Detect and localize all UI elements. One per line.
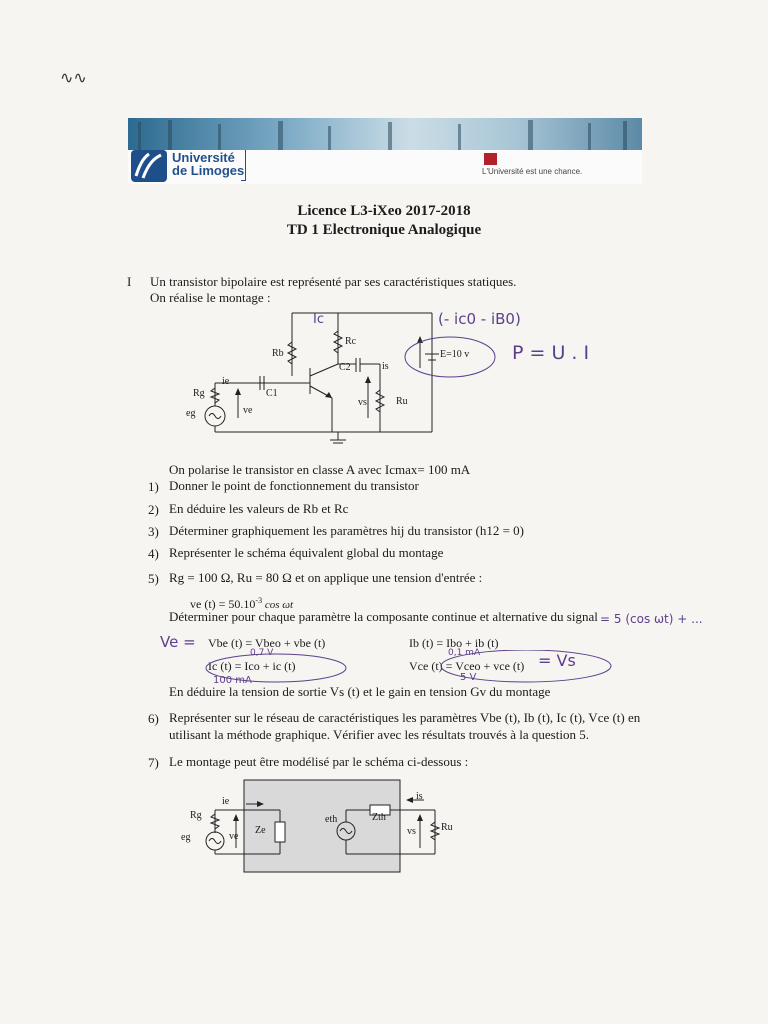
handwritten-current-note: (- ic0 - iB0) xyxy=(438,310,521,328)
label2-ie: ie xyxy=(222,796,230,807)
ib-formula: Ib (t) = Ibo + ib (t) xyxy=(409,636,499,650)
intro-line-1: Un transistor bipolaire est représenté par ses caractéristiques statiques. xyxy=(150,274,517,289)
handwritten-vce-value: 5 V xyxy=(460,672,477,683)
handwritten-ic-value: 100 mA xyxy=(213,675,252,686)
university-tagline: L'Université est une chance. xyxy=(482,167,583,176)
label2-rg: Rg xyxy=(190,810,202,821)
university-logo-icon xyxy=(131,150,167,182)
vce-formula: Vce (t) = Vceo + vce (t) xyxy=(409,659,525,673)
label2-vs: vs xyxy=(407,826,416,837)
label-rg: Rg xyxy=(193,388,205,399)
label-is: is xyxy=(382,361,389,372)
label-c2: C2 xyxy=(339,362,351,373)
ve-formula-exponent: -3 xyxy=(255,596,263,605)
label-ie: ie xyxy=(222,376,230,387)
question-1-text: Donner le point de fonctionnement du transistor xyxy=(169,478,419,493)
red-square-icon xyxy=(484,153,497,165)
label-ve: ve xyxy=(243,405,253,416)
handwritten-vs-eq: = Vs xyxy=(538,651,576,670)
handwritten-vbe-value: 0,7 V xyxy=(250,648,274,658)
label-rc: Rc xyxy=(345,336,357,347)
document-subtitle: TD 1 Electronique Analogique xyxy=(286,222,482,238)
question-4-text: Représenter le schéma équivalent global du montage xyxy=(169,545,444,560)
logo-bracket xyxy=(241,150,246,181)
label2-ve: ve xyxy=(229,831,239,842)
handwritten-right-note: = 5 (cos ωt) + ... xyxy=(600,612,703,626)
deduce-line: En déduire la tension de sortie Vs (t) et le gain en tension Gv du montage xyxy=(169,684,551,699)
banner-photo-icon xyxy=(128,118,642,152)
question-5-number: 5) xyxy=(148,571,159,586)
question-5-text: Rg = 100 Ω, Ru = 80 Ω et on applique une tension d'entrée : xyxy=(169,570,483,585)
handwritten-ic: Ic xyxy=(313,312,324,327)
label2-eth: eth xyxy=(325,814,338,825)
question-2-number: 2) xyxy=(148,502,159,517)
label-rb: Rb xyxy=(272,348,284,359)
handwritten-scribble: ∿∿ xyxy=(60,68,87,87)
determine-line: Déterminer pour chaque paramètre la composante continue et alternative du signal xyxy=(169,609,598,624)
equivalent-circuit-diagram xyxy=(180,778,480,878)
label-c1: C1 xyxy=(266,388,278,399)
university-name-line1: Université xyxy=(172,150,235,165)
handwritten-ib-value: 0,1 mA xyxy=(448,648,481,658)
document-title: Licence L3-iXeo 2017-2018 xyxy=(297,203,471,219)
question-7-text: Le montage peut être modélisé par le schéma ci-dessous : xyxy=(169,754,469,769)
label-e: E=10 v xyxy=(440,349,470,360)
label2-is: is xyxy=(416,791,423,802)
label2-eg: eg xyxy=(181,832,191,843)
label2-zth: Zth xyxy=(372,812,386,823)
handwritten-ve-eq: Ve = xyxy=(160,633,196,651)
label-eg: eg xyxy=(186,408,196,419)
university-name xyxy=(172,151,244,177)
handwritten-loop xyxy=(400,332,500,382)
question-4-number: 4) xyxy=(148,546,159,561)
intro-line-2: On réalise le montage : xyxy=(150,290,271,305)
label-vs: vs xyxy=(358,397,367,408)
question-7-number: 7) xyxy=(148,755,159,770)
question-3-number: 3) xyxy=(148,524,159,539)
question-1-number: 1) xyxy=(148,479,159,494)
question-6-line-1: Représenter sur le réseau de caractéristiques les paramètres Vbe (t), Ib (t), Ic (t), Vce (t) en xyxy=(169,710,641,725)
handwritten-power: P = U . I xyxy=(512,342,590,364)
question-6-number: 6) xyxy=(148,711,159,726)
label2-ze: Ze xyxy=(255,825,266,836)
label2-ru: Ru xyxy=(441,822,453,833)
ic-formula: Ic (t) = Ico + ic (t) xyxy=(208,659,296,673)
question-2-text: En déduire les valeurs de Rb et Rc xyxy=(169,501,349,516)
ve-formula-base: ve (t) = 50.10 xyxy=(190,597,256,611)
polarisation-line: On polarise le transistor en classe A avec Icmax= 100 mA xyxy=(169,462,471,477)
question-6-line-2: utilisant la méthode graphique. Vérifier avec les résultats trouvés à la question 5. xyxy=(169,727,589,742)
university-name-line2: de Limoges xyxy=(172,163,245,178)
label-ru: Ru xyxy=(396,396,408,407)
vbe-formula: Vbe (t) = Vbeo + vbe (t) xyxy=(208,636,326,650)
question-3-text: Déterminer graphiquement les paramètres hij du transistor (h12 = 0) xyxy=(169,523,524,538)
section-number: I xyxy=(127,274,132,289)
ve-formula-cos: cos ωt xyxy=(262,599,294,611)
